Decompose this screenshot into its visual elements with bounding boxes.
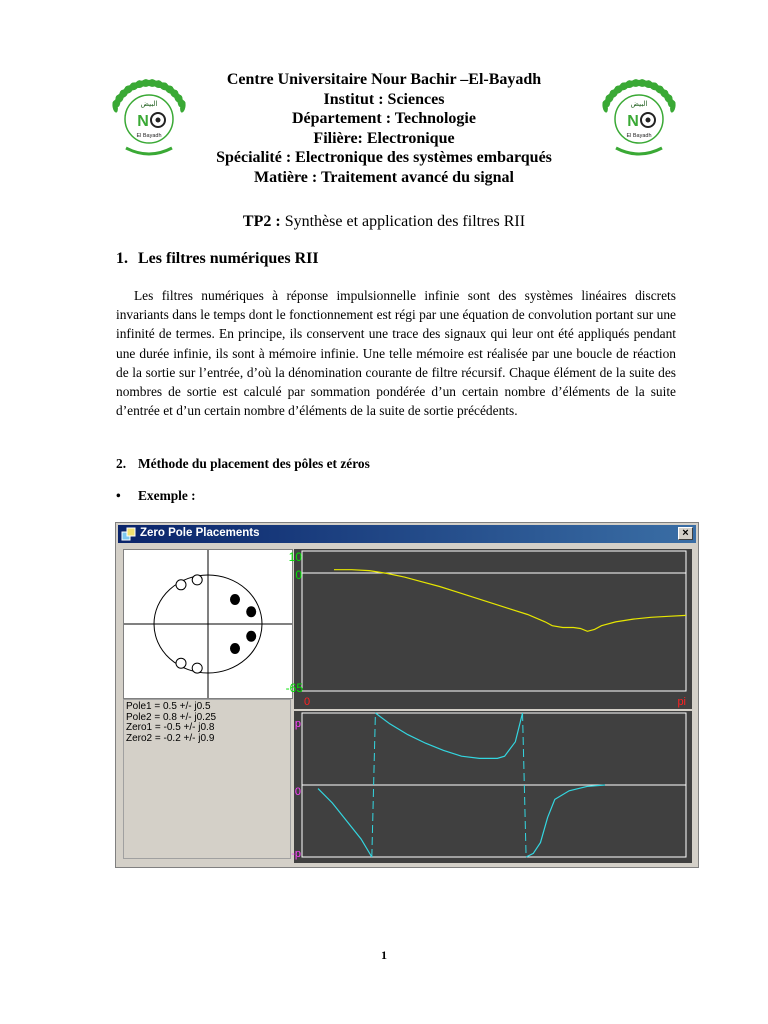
header-line-specialty: Spécialité : Electronique des systèmes embarqués [216, 149, 552, 167]
svg-text:El Bayadh: El Bayadh [136, 133, 162, 139]
phase-y-bottom-label: -p [291, 848, 301, 860]
phase-plot [291, 711, 692, 863]
pole-marker[interactable] [246, 631, 256, 642]
mag-x-left-label: 0 [304, 696, 311, 708]
page-number: 1 [381, 948, 387, 962]
section-2-heading [116, 456, 370, 472]
zero-marker[interactable] [192, 663, 202, 673]
z-plane-panel [123, 549, 293, 699]
phase-curve-segment [318, 789, 372, 857]
header-line-department: Département : Technologie [292, 110, 476, 128]
svg-text:N: N [627, 113, 639, 130]
pole-marker[interactable] [246, 606, 256, 617]
phase-y-zero-label: 0 [294, 786, 301, 798]
svg-text:البيض: البيض [630, 100, 648, 108]
phase-y-top-label: p [294, 718, 301, 730]
pole-marker[interactable] [230, 594, 240, 605]
document-title [0, 213, 768, 231]
intro-paragraph: Les filtres numériques à réponse impulsionnelle infinie sont des systèmes linéaires discrets invariants dans le temps dont le fonctionnement est régi par une équation de convolution portant sur une infinité de termes. En principe, ils conservent une trace des signaux qui leur ont été appliqués pendant une durée infinie, ils sont à mémoire infinie. Une telle mémoire est réalisée par une boucle de réaction de la sortie sur l’entrée, d’où la dénomination courante de filtre récursif. Chaque élément de la suite des nombres de sortie est calculé par sommation pondérée d’un certain nombre d’éléments de la suite d’entrée et d’un certain nombre d’éléments de la suite de sortie précédents. [116, 288, 676, 419]
magnitude-curve [334, 570, 686, 632]
svg-text:البيض: البيض [140, 100, 158, 108]
mag-y-bottom-label: -65 [285, 681, 303, 695]
header-line-university: Centre Universitaire Nour Bachir –El-Bayadh [226, 71, 542, 88]
zero-marker[interactable] [176, 658, 186, 668]
window-title: Zero Pole Placements [140, 527, 260, 539]
phase-curve-segment [375, 713, 522, 758]
section-1-heading [116, 250, 319, 268]
info-pole2: Pole2 = 0.8 +/- j0.25 [126, 711, 217, 723]
header-line-institute: Institut : Sciences [323, 90, 445, 108]
header-line-field: Filière: Electronique [313, 129, 455, 147]
tp-title-text: Synthèse et application des filtres RII [280, 213, 526, 230]
example-bullet [116, 488, 196, 504]
section-1-title: Les filtres numériques RII [138, 250, 319, 267]
info-zero2: Zero2 = -0.2 +/- j0.9 [126, 732, 215, 744]
tp-label: TP2 : [242, 213, 281, 230]
phase-chart [291, 711, 692, 863]
info-pole1: Pole1 = 0.5 +/- j0.5 [126, 701, 211, 712]
window-titlebar[interactable] [118, 525, 696, 543]
magnitude-plot [285, 549, 692, 709]
svg-text:El Bayadh: El Bayadh [626, 133, 652, 139]
section-2-title: Méthode du placement des pôles et zéros [138, 456, 370, 471]
pole-marker[interactable] [230, 643, 240, 654]
phase-curve-segment [526, 785, 605, 857]
close-button[interactable]: × [678, 527, 693, 540]
mag-x-right-label: pi [677, 696, 686, 708]
zero-pole-window [115, 522, 699, 868]
magnitude-chart [285, 549, 692, 709]
mag-y-top-label: 10 [288, 550, 302, 564]
bullet-icon: • [116, 488, 121, 503]
example-label: Exemple : [138, 488, 196, 503]
institution-header [150, 70, 618, 188]
mag-y-zero-label: 0 [295, 568, 302, 582]
info-zero1: Zero1 = -0.5 +/- j0.8 [126, 722, 215, 733]
section-1-number: 1. [116, 250, 128, 267]
z-plane-plot [124, 550, 292, 698]
app-icon [121, 526, 137, 542]
header-line-subject: Matière : Traitement avancé du signal [254, 168, 514, 186]
zero-marker[interactable] [192, 575, 202, 585]
section-2-number: 2. [116, 456, 127, 471]
pole-zero-info [123, 699, 291, 859]
magnitude-frame [302, 551, 686, 691]
zero-marker[interactable] [176, 580, 186, 590]
svg-text:N: N [137, 113, 149, 130]
